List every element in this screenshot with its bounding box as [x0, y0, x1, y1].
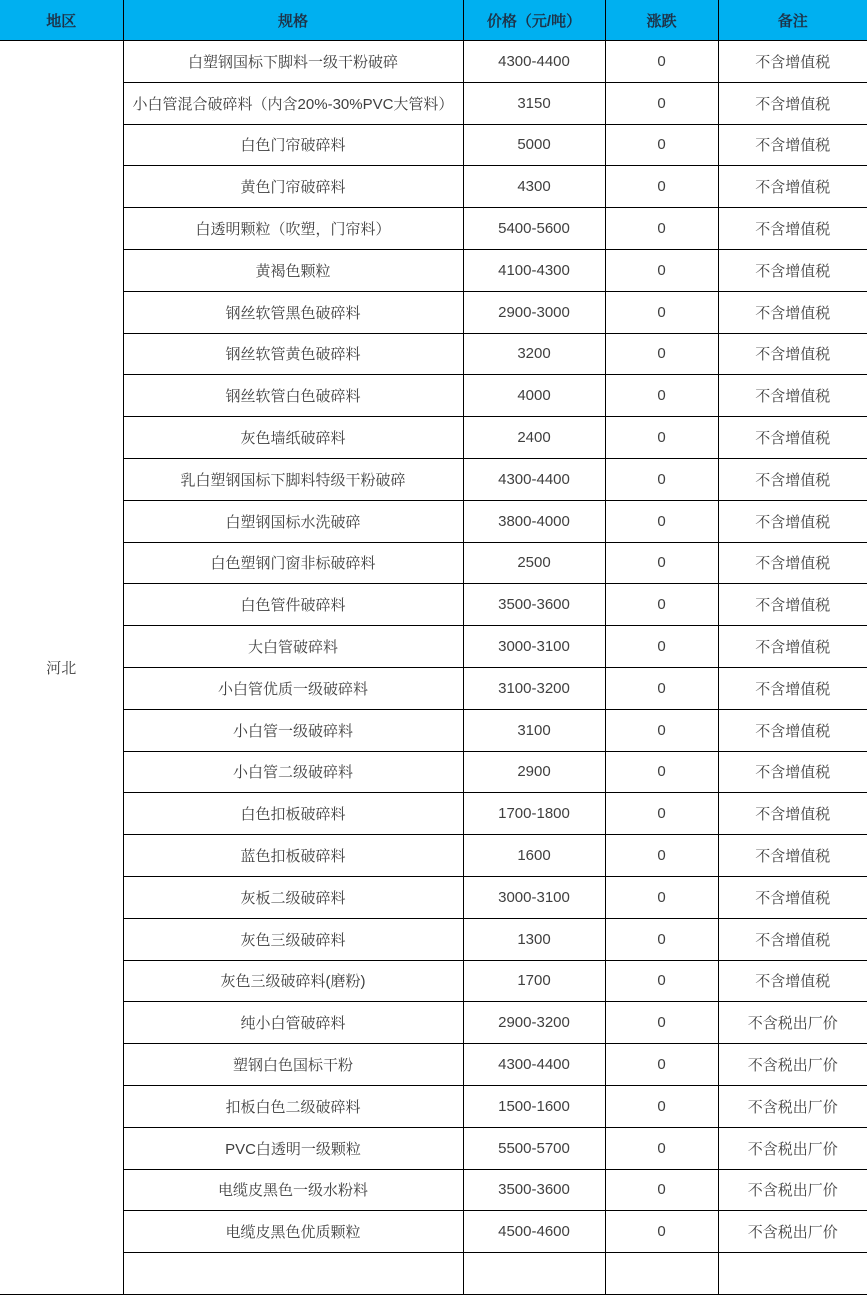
spec-cell: 黄色门帘破碎料: [123, 166, 463, 208]
table-row: [0, 960, 867, 1002]
note-cell: 不含增值税: [718, 249, 867, 291]
price-cell: 1500-1600: [463, 1085, 605, 1127]
change-cell: 0: [605, 375, 718, 417]
price-cell: 3200: [463, 333, 605, 375]
table-row: [0, 584, 867, 626]
price-cell: 4300-4400: [463, 1044, 605, 1086]
table-row: [0, 124, 867, 166]
note-cell: 不含增值税: [718, 584, 867, 626]
price-cell: 3100: [463, 709, 605, 751]
table-row: [0, 500, 867, 542]
note-cell: 不含增值税: [718, 166, 867, 208]
price-cell: 4000: [463, 375, 605, 417]
price-cell: 5400-5600: [463, 208, 605, 250]
note-cell: 不含增值税: [718, 417, 867, 459]
change-cell: 0: [605, 1127, 718, 1169]
change-cell: 0: [605, 1002, 718, 1044]
table-row: [0, 333, 867, 375]
table-row: [0, 1002, 867, 1044]
note-cell: 不含增值税: [718, 208, 867, 250]
note-cell: 不含增值税: [718, 82, 867, 124]
change-cell: 0: [605, 82, 718, 124]
spec-cell: 钢丝软管白色破碎料: [123, 375, 463, 417]
spec-cell: 白透明颗粒（吹塑，门帘料）: [123, 208, 463, 250]
spec-cell: 小白管二级破碎料: [123, 751, 463, 793]
header-row: [0, 0, 867, 41]
spec-cell: 大白管破碎料: [123, 626, 463, 668]
price-cell: 3000-3100: [463, 626, 605, 668]
change-cell: 0: [605, 584, 718, 626]
price-cell: 3500-3600: [463, 1169, 605, 1211]
price-cell: 4500-4600: [463, 1211, 605, 1253]
change-cell: 0: [605, 124, 718, 166]
spec-cell: 塑钢白色国标干粉: [123, 1044, 463, 1086]
change-cell: 0: [605, 208, 718, 250]
table-row: [0, 82, 867, 124]
table-row: [0, 918, 867, 960]
column-header-change: 涨跌: [605, 0, 718, 41]
table-row: [0, 1253, 867, 1295]
table-row: [0, 417, 867, 459]
spec-cell: 蓝色扣板破碎料: [123, 835, 463, 877]
price-cell: 2400: [463, 417, 605, 459]
note-cell: 不含税出厂价: [718, 1127, 867, 1169]
note-cell: 不含增值税: [718, 835, 867, 877]
change-cell: 0: [605, 249, 718, 291]
price-cell: 4300-4400: [463, 458, 605, 500]
table-row: [0, 793, 867, 835]
spec-cell: 白塑钢国标水洗破碎: [123, 500, 463, 542]
note-cell: 不含增值税: [718, 375, 867, 417]
table-body: [0, 41, 867, 1295]
table-row: [0, 876, 867, 918]
spec-cell: 钢丝软管黄色破碎料: [123, 333, 463, 375]
spec-cell: 小白管混合破碎料（内含20%-30%PVC大管料）: [123, 82, 463, 124]
column-header-region: 地区: [0, 0, 123, 41]
note-cell: 不含增值税: [718, 960, 867, 1002]
table-row: [0, 1044, 867, 1086]
change-cell: 0: [605, 835, 718, 877]
price-cell: 5000: [463, 124, 605, 166]
note-cell: 不含税出厂价: [718, 1002, 867, 1044]
price-cell: 3000-3100: [463, 876, 605, 918]
table-row: [0, 166, 867, 208]
region-cell: 河北: [0, 41, 123, 1295]
spec-cell: PVC白透明一级颗粒: [123, 1127, 463, 1169]
price-cell: 2900-3200: [463, 1002, 605, 1044]
note-cell: 不含增值税: [718, 626, 867, 668]
note-cell: 不含税出厂价: [718, 1044, 867, 1086]
change-cell: 0: [605, 1044, 718, 1086]
note-cell: 不含增值税: [718, 41, 867, 83]
note-cell: 不含增值税: [718, 333, 867, 375]
price-cell: 4100-4300: [463, 249, 605, 291]
price-cell: 1700: [463, 960, 605, 1002]
spec-cell: 白色管件破碎料: [123, 584, 463, 626]
note-cell: 不含增值税: [718, 751, 867, 793]
spec-cell: 白塑钢国标下脚料一级干粉破碎: [123, 41, 463, 83]
note-cell: 不含增值税: [718, 709, 867, 751]
column-header-note: 备注: [718, 0, 867, 41]
note-cell: 不含增值税: [718, 458, 867, 500]
price-cell: 2900-3000: [463, 291, 605, 333]
change-cell: 0: [605, 876, 718, 918]
price-cell: 3500-3600: [463, 584, 605, 626]
spec-cell: [123, 1253, 463, 1295]
note-cell: 不含税出厂价: [718, 1169, 867, 1211]
change-cell: 0: [605, 542, 718, 584]
table-row: [0, 542, 867, 584]
change-cell: 0: [605, 709, 718, 751]
price-cell: 5500-5700: [463, 1127, 605, 1169]
change-cell: 0: [605, 333, 718, 375]
change-cell: 0: [605, 417, 718, 459]
table-row: [0, 208, 867, 250]
price-cell: 3100-3200: [463, 667, 605, 709]
change-cell: 0: [605, 667, 718, 709]
note-cell: 不含增值税: [718, 542, 867, 584]
spec-cell: 白色塑钢门窗非标破碎料: [123, 542, 463, 584]
table-row: [0, 1127, 867, 1169]
change-cell: 0: [605, 458, 718, 500]
spec-cell: 灰板二级破碎料: [123, 876, 463, 918]
spec-cell: 电缆皮黑色一级水粉料: [123, 1169, 463, 1211]
change-cell: 0: [605, 500, 718, 542]
column-header-price: 价格（元/吨）: [463, 0, 605, 41]
spec-cell: 灰色三级破碎料: [123, 918, 463, 960]
note-cell: 不含增值税: [718, 500, 867, 542]
price-cell: 1700-1800: [463, 793, 605, 835]
spec-cell: 灰色墙纸破碎料: [123, 417, 463, 459]
note-cell: 不含增值税: [718, 793, 867, 835]
spec-cell: 黄褐色颗粒: [123, 249, 463, 291]
table-row: [0, 291, 867, 333]
price-cell: 2900: [463, 751, 605, 793]
change-cell: 0: [605, 291, 718, 333]
price-cell: 4300: [463, 166, 605, 208]
table-row: [0, 709, 867, 751]
note-cell: 不含增值税: [718, 667, 867, 709]
change-cell: 0: [605, 626, 718, 668]
note-cell: 不含增值税: [718, 124, 867, 166]
change-cell: [605, 1253, 718, 1295]
spec-cell: 纯小白管破碎料: [123, 1002, 463, 1044]
table-row: [0, 626, 867, 668]
column-header-spec: 规格: [123, 0, 463, 41]
table-row: [0, 667, 867, 709]
table-header: [0, 0, 867, 41]
table-row: [0, 375, 867, 417]
note-cell: 不含税出厂价: [718, 1085, 867, 1127]
table-row: [0, 1169, 867, 1211]
spec-cell: 小白管优质一级破碎料: [123, 667, 463, 709]
price-cell: 4300-4400: [463, 41, 605, 83]
change-cell: 0: [605, 918, 718, 960]
spec-cell: 小白管一级破碎料: [123, 709, 463, 751]
change-cell: 0: [605, 751, 718, 793]
change-cell: 0: [605, 166, 718, 208]
note-cell: 不含增值税: [718, 918, 867, 960]
spec-cell: 乳白塑钢国标下脚料特级干粉破碎: [123, 458, 463, 500]
table-row: [0, 751, 867, 793]
change-cell: 0: [605, 793, 718, 835]
price-cell: 1300: [463, 918, 605, 960]
price-cell: 3800-4000: [463, 500, 605, 542]
table-row: [0, 458, 867, 500]
change-cell: 0: [605, 960, 718, 1002]
note-cell: 不含增值税: [718, 291, 867, 333]
spec-cell: 电缆皮黑色优质颗粒: [123, 1211, 463, 1253]
table-row: [0, 1085, 867, 1127]
spec-cell: 扣板白色二级破碎料: [123, 1085, 463, 1127]
price-cell: 1600: [463, 835, 605, 877]
table-row: [0, 249, 867, 291]
price-cell: 3150: [463, 82, 605, 124]
spec-cell: 白色扣板破碎料: [123, 793, 463, 835]
change-cell: 0: [605, 1085, 718, 1127]
price-cell: [463, 1253, 605, 1295]
change-cell: 0: [605, 1211, 718, 1253]
change-cell: 0: [605, 41, 718, 83]
note-cell: [718, 1253, 867, 1295]
note-cell: 不含税出厂价: [718, 1211, 867, 1253]
price-cell: 2500: [463, 542, 605, 584]
change-cell: 0: [605, 1169, 718, 1211]
spec-cell: 灰色三级破碎料(磨粉): [123, 960, 463, 1002]
note-cell: 不含增值税: [718, 876, 867, 918]
spec-cell: 钢丝软管黑色破碎料: [123, 291, 463, 333]
table-row: [0, 41, 867, 83]
table-row: [0, 1211, 867, 1253]
spec-cell: 白色门帘破碎料: [123, 124, 463, 166]
table-row: [0, 835, 867, 877]
